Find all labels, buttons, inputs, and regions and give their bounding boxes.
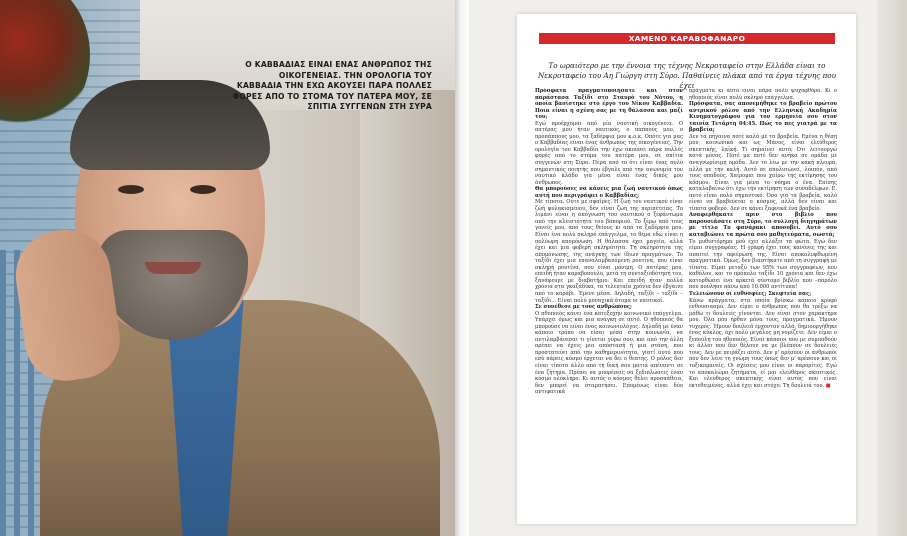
interview-answer: Το μυθιστόρημα μού έχει αλλάξει τα φώτα. Εγώ δεν είμαι συγγραφέας. Η γραφή έχει τους κανόνες της και απαιτεί την αφιέρωσή της. Είναι αποκαλυφθωμένη πραγματικά. Όμως, δεν βιαστήκατε από τη συγγραφή με τίποτα. Είμαι μεταξύ των 95% των συγγραφέων, που καθόλου, και το πρόπολο ταξίδι 10 χρόνια και δεν έχω κατορθώσει ένα αρκετά σύντομο βιβλίο που –παρόλο που πούλησε πάνω από 10.000 αντίτυπα! [689,238,837,291]
article-column-2 [689,88,837,518]
interview-answer: Ο πθοποιός κάνει ένα κατεξοχήν κοινωνικό επάγγελμα. Υπάρχει όμως και μια ανάγκη σε αυτό. Ο ηθοποιός θα μπορούσε να είναι ένας κοινωνιολόγος. Δηλαδή με έναν κάποιο τρόπο να είσαι μέσα στην κοινωνία, να αντιλαμβάνεσαι τι γίνεται γύρω σου, και από την άλλη πρέπει να έχεις μια απόστασή ή μια στάση, που προστατεύει από την καθημερινότητα, γιατί αυτό που εσύ πάρεις κόσμο έρχεται να δει ο θεατής. Ο ρόλος δεν είναι τίποτα άλλο από τη δική σου ματιά απέναντι σε ένα ζήτημα. Πρέπει να μπορέσεις να ξεδιπλώσεις έναν κόσμο ολόκληρο. Κι αυτός ο κόσμος θέλει προσπάθεια, δεν μπορεί να σταματήσει. Επομένως είναι δύο αντιφατικά [535,310,683,396]
interview-question: Πρόσφατα πραγματοποιήσατε και στον παράστασα Ταξίδι στο Σταυρό του Νότου, η οποία βασίστηκε στο έργο του Νίκου Καββαδία. Ποια είναι η σχέση σας με τη θάλασσα και μαζί του; [535,88,683,121]
portrait-left-eye [118,185,144,194]
page-spine [455,0,469,536]
interview-question: Αναφερθήκατε πριν στο βιβλίο που παρουσιάσατε στη Σύρο, το συλλογή διηγημάτων με τίτλο Το φανάρακι αποσοβεί. Αυτό σου καταβιώνει τα πρώτα σου μαθητεύματα, σωστά; [689,212,837,239]
interview-answer: Εγώ προέρχομαι από μία ναυτική οικογένεια. Ο πατέρας μου ήταν ναυτικός, ο παππούς μου, ο προπάππους μου, τα ξαδέρφια μου κ.ο.κ. Οπότε για μας ο Καββαδίας είναι ένας άνθρωπος της οικογένειας. Την ορολογία του Καββαδία την έχω ακούσει πάρα πολλές φορές από το στόμα του πατέρα μου, σε σπίτια συγγενών στη Σύρα. Πέρα από το ότι είναι ένας πολύ σημαντικός ποιητής που έβγαλε από την ανωνυμία τον ναυτικό κλάδο για μένα είναι ένας δικός μου άνθρωπος. [535,120,683,186]
interview-answer: Κάνω πράγματα, στα οποία βρίσκω κάποιο κρυφό ενθουσιασμό. Δεν είμαι ο άνθρωπος που θα τρέξω να μάθω τι δουλειές γίνονται. Δεν είναι στον χαρακτήρα μου. Όλα μου ήρθαν μόνα τους, πραγματικά. Ήμουν τυχερός. Ήμουν δουλειά έρχονταν αλλά, δημιουργήθηκε ένας κύκλος, όχι πολύ μεγάλος μη νομίζετε. Δεν είμαι ο ξεπούλη του ηθοποιός. Είναι κάποιοι που με συμπαθούν κι άλλοι που δεν θέλουν να με βλέπουν σε δουλειές τους. Δεν με πειράζει αυτό. Δεν μ' αρέσουν οι άνθρωποι που δεν λένε τη γνώμη τους όπως δεν μ' αρέσουν και οι τοξικομανείς. Οι σχέσεις μου είναι οι παρορίτες. Εγώ το αποκαλώμα ζητήματα, εί μαι ελεύθερος σκεπτικός. Και ελεύθερος σκεπτικής είναι αυτός που είναι εκτεθειμένος, αλλά έχει και στόχο. Τη δουλειά του. ■ [689,297,837,389]
pull-quote: Ο ΚΑΒΒΑΔΙΑΣ ΕΙΝΑΙ ΕΝΑΣ ΑΝΘΡΩΠΟΣ ΤΗΣ ΟΙΚΟΓΕΝΕΙΑΣ. ΤΗΝ ΟΡΟΛΟΓΙΑ ΤΟΥ ΚΑΒΒΑΔΙΑ ΤΗΝ ΕΧΩ ΑΚΟΥΣΕΙ ΠΑΡΑ ΠΟΛΛΕΣ ΦΟΡΕΣ ΑΠΟ ΤΟ ΣΤΟΜΑ ΤΟΥ ΠΑΤΕΡΑ ΜΟΥ, ΣΕ ΣΠΙΤΙΑ ΣΥΓΓΕΝΩΝ ΣΤΗ ΣΥΡΑ [232,60,432,112]
portrait-mouth [145,262,201,274]
interview-question: Τελειώνουν οι ευθυσφίες; Σκεφτεία σας; [689,290,812,297]
article-column-1 [535,88,683,518]
next-page-edge [877,0,907,536]
interview-question: Σε συνέθεσε με τους ανθρώπους; [535,304,632,311]
article-end-mark: ■ [824,382,831,389]
interview-question: Πρόσφατα, σας απονεμήθηκε το βραβείο πρώτου αντρικού ρόλου από την Ελληνική Ακαδημία Κινηματογράφου για τον ερμηνεία σου στον ταινία Τετάρτη 04:45. Πώς το πες γιατρά με τα βραβεία; [689,101,837,134]
interview-answer: Με τίποτα. Ούτε με σφαίρες. Η ζωή του ναυτικού είναι ζωή φυλακισμένου, δεν είναι ζωή της περιπέτειας. Το λιμάνι είναι η απόγνωση του ναυτικού ο ξεφάντωμα από την κλειστότητα του βαποριού. Το ξέρω από τους γονείς μου, από τους θείους κι από τα ξαδέρφια μου. Είναι ένα πολύ σκληρό επάγγελμα, το θέμα εδώ είναι η πολύωρη απομόνωση. Η θάλασσα έχει μαγεία, αλλά έχει και μια φοβερή σκληρότητα. Τη σκληρότητα της απομόνωσης, της ανάγκης των ίδιων πραγμάτων. Το ταξίδι έχει μια επαναλαμβανόμενη ρουτίνα, που είναι σκληρή ρουτίνα, που είναι μόνιμη. Ο πατέρας μου, επειδή ήταν καραβοπούλο, μετά τη συνταξιοδότησή του, ξανάφευγε με διαβατήριο. Και επειδή ήταν πολλά χρόνια στα γκαζάδικα, τα τελευταία χρόνια δεν έβγαινε από το καράβι. Έμενε μέσα. Δηλαδή, ταξίδι – ταξίδι – ταξίδι... Είναι πολύ μοναχικά άτομα οι ναυτικοί. [535,199,683,304]
interview-answer: πράγματα κι αυτό είναι πάρα πολύ ψυχοφθόρο. Κι ο ηθοποιός είναι πολύ σκληρό επάγγελμα. [689,88,837,101]
interview-answer: Δεν τα πήγαινα ποτέ καλά με τα βραβεία. Εμένα η θέση μου, κοινωνικά και ως Μάνος, είναι ελεύθερος σκεπτικής, λαϊκή. Τι σημαίνει αυτό; Ότι λειτουργώ κατά μόνας. Ποτέ μα ποτέ δεν ανήκα σε ομάδα με αναγνωρίσιμη ομάδα. Δεν το λέω με την κακή πλευρά, αλλά με την καλή. Αυτό σε απολυτώνει, λοιπόν, από τους οπαδούς. Χαίρομαι που χαίρω της εκτίμησης του κόσμου. Είναι για μένα το νόημα ο ένα. Επίσης καταλαβαίνω ότι έχω την εκτίμηση των συναδέλφων. Ε. αυτό είναι πολύ σημαντικό. Όσο για τα βραβεία, καλό είναι να βραβεύεται ο κόσμος, αλλά δεν είναι και τίποτα φοβερό. Δεν σε κάνει ξαφνικά ένα βραβείο. [689,133,837,212]
interview-question: Θα μπορούσες να κάνεις μια ζωή ναυτικού όπως αυτή που περιγράφει ο Καββαδίας; [535,186,683,199]
section-title-bar: ΧΑΜΕΝΟ ΚΑΡΑΒΟΦΑΝΑΡΟ [539,33,835,44]
portrait-right-eye [190,185,216,194]
article-lead: Το ωραιότερο με την έννοια της τέχνης Νεκροταφείο στην Ελλάδα είναι το Νεκροταφείο του Αη Γιώργη στη Σύρο. Παθαίνεις πλάκα από τα έργα τέχνης που έχει [537,61,836,90]
